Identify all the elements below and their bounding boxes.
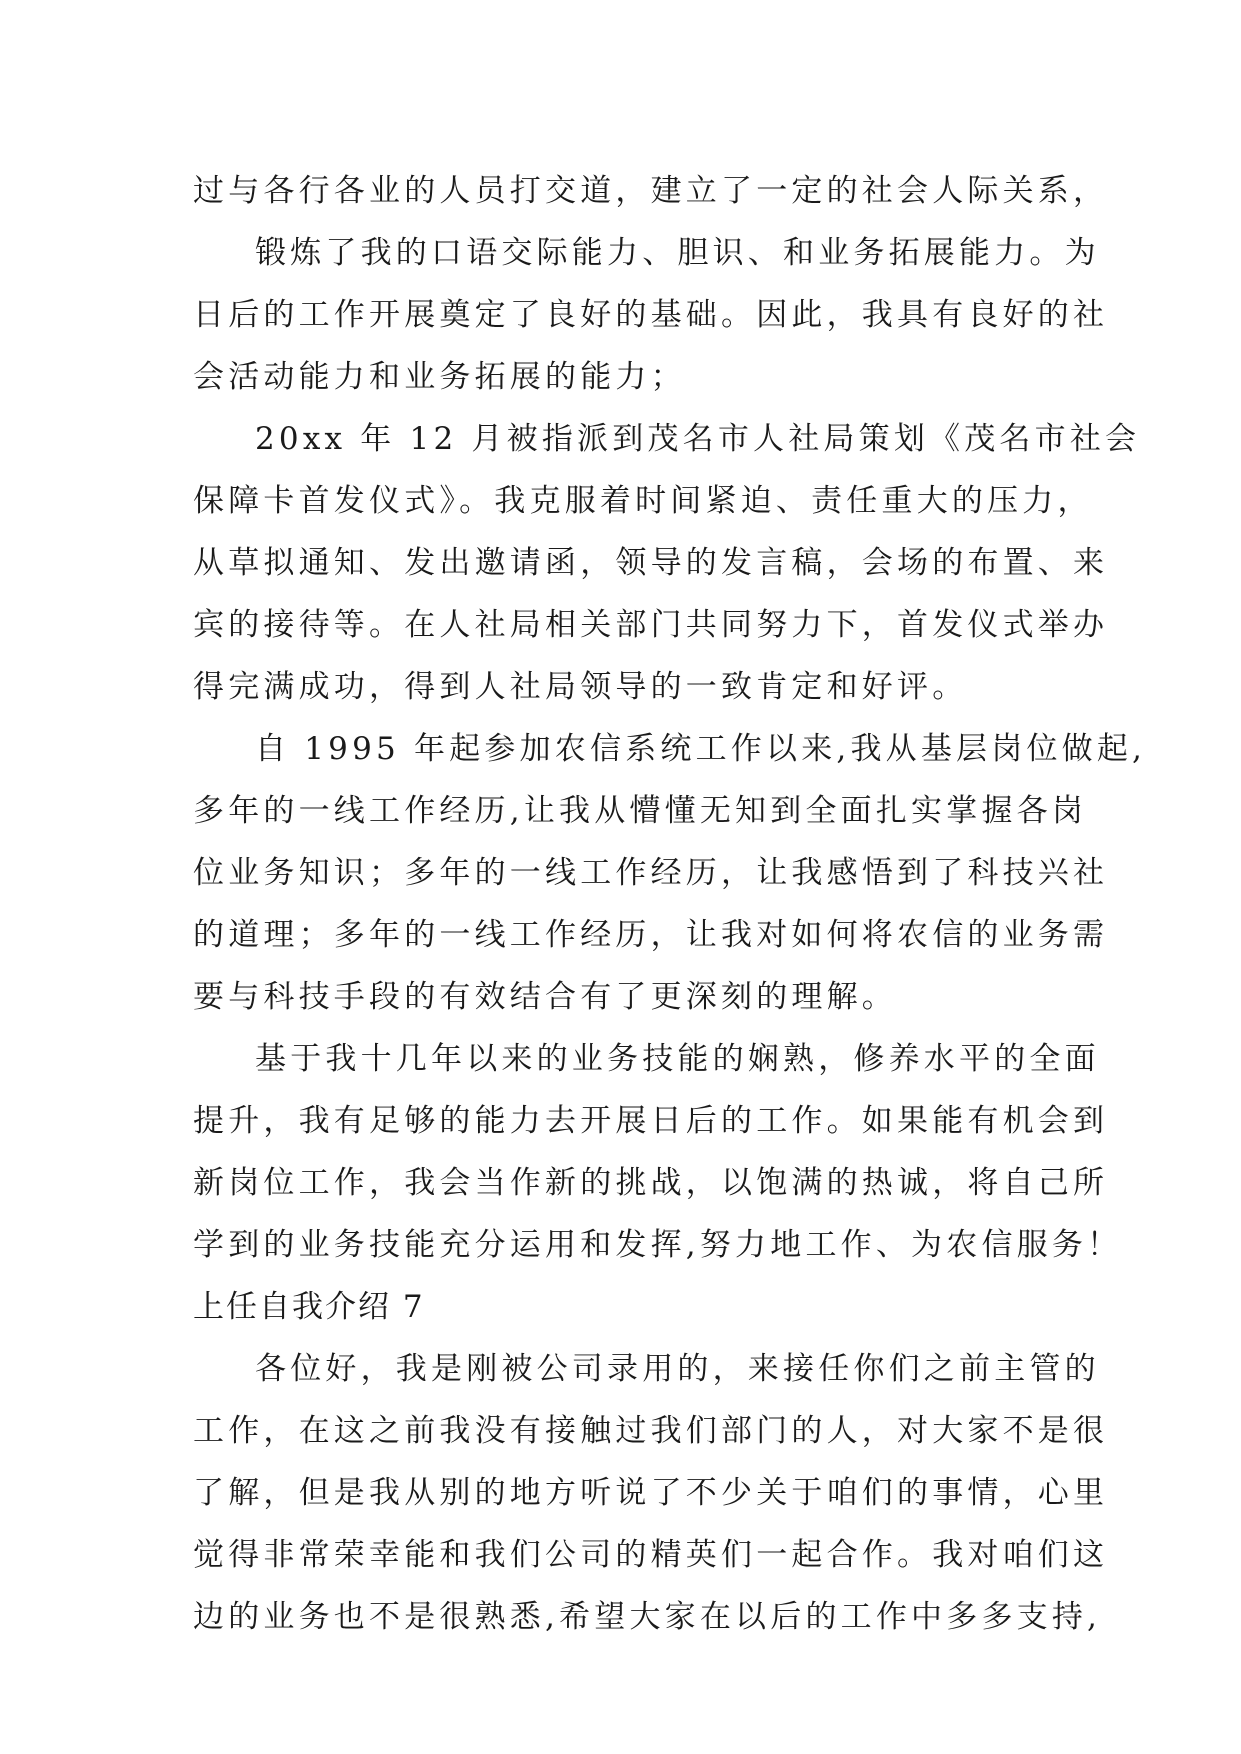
paragraph-first-line: 锻炼了我的口语交际能力、胆识、和业务拓展能力。为 — [255, 235, 1100, 271]
text-line: 宾的接待等。在人社局相关部门共同努力下，首发仪式举办 — [193, 607, 1109, 643]
text-line: 觉得非常荣幸能和我们公司的精英们一起合作。我对咱们这 — [193, 1537, 1109, 1573]
text-line: 要与科技手段的有效结合有了更深刻的理解。 — [193, 979, 897, 1015]
paragraph-first-line: 基于我十几年以来的业务技能的娴熟，修养水平的全面 — [255, 1041, 1100, 1077]
text-line: 得完满成功，得到人社局领导的一致肯定和好评。 — [193, 669, 968, 705]
text-line: 位业务知识；多年的一线工作经历，让我感悟到了科技兴社 — [193, 855, 1109, 891]
text-line: 保障卡首发仪式》。我克服着时间紧迫、责任重大的压力， — [193, 483, 1093, 519]
document-body — [193, 160, 1147, 1648]
text-line: 多年的一线工作经历,让我从懵懂无知到全面扎实掌握各岗 — [193, 793, 1088, 829]
text-line: 工作，在这之前我没有接触过我们部门的人，对大家不是很 — [193, 1413, 1109, 1449]
text-line: 过与各行各业的人员打交道，建立了一定的社会人际关系， — [193, 173, 1109, 209]
text-line: 从草拟通知、发出邀请函，领导的发言稿，会场的布置、来 — [193, 545, 1109, 581]
text-line: 提升，我有足够的能力去开展日后的工作。如果能有机会到 — [193, 1103, 1109, 1139]
text-line: 新岗位工作，我会当作新的挑战，以饱满的热诚，将自己所 — [193, 1165, 1109, 1201]
paragraph-first-line: 各位好，我是刚被公司录用的，来接任你们之前主管的 — [255, 1351, 1100, 1387]
text-line: 会活动能力和业务拓展的能力； — [193, 359, 686, 395]
text-line: 日后的工作开展奠定了良好的基础。因此，我具有良好的社 — [193, 297, 1109, 333]
paragraph-first-line: 20xx 年 12 月被指派到茂名市人社局策划《茂名市社会 — [255, 421, 1141, 457]
text-line: 边的业务也不是很熟悉,希望大家在以后的工作中多多支持, — [193, 1599, 1102, 1635]
section-heading: 上任自我介绍 7 — [193, 1289, 425, 1325]
paragraph-first-line: 自 1995 年起参加农信系统工作以来,我从基层岗位做起, — [255, 731, 1147, 767]
text-line: 学到的业务技能充分运用和发挥,努力地工作、为农信服务！ — [193, 1227, 1123, 1263]
text-line: 的道理；多年的一线工作经历，让我对如何将农信的业务需 — [193, 917, 1109, 953]
text-line: 了解，但是我从别的地方听说了不少关于咱们的事情，心里 — [193, 1475, 1109, 1511]
